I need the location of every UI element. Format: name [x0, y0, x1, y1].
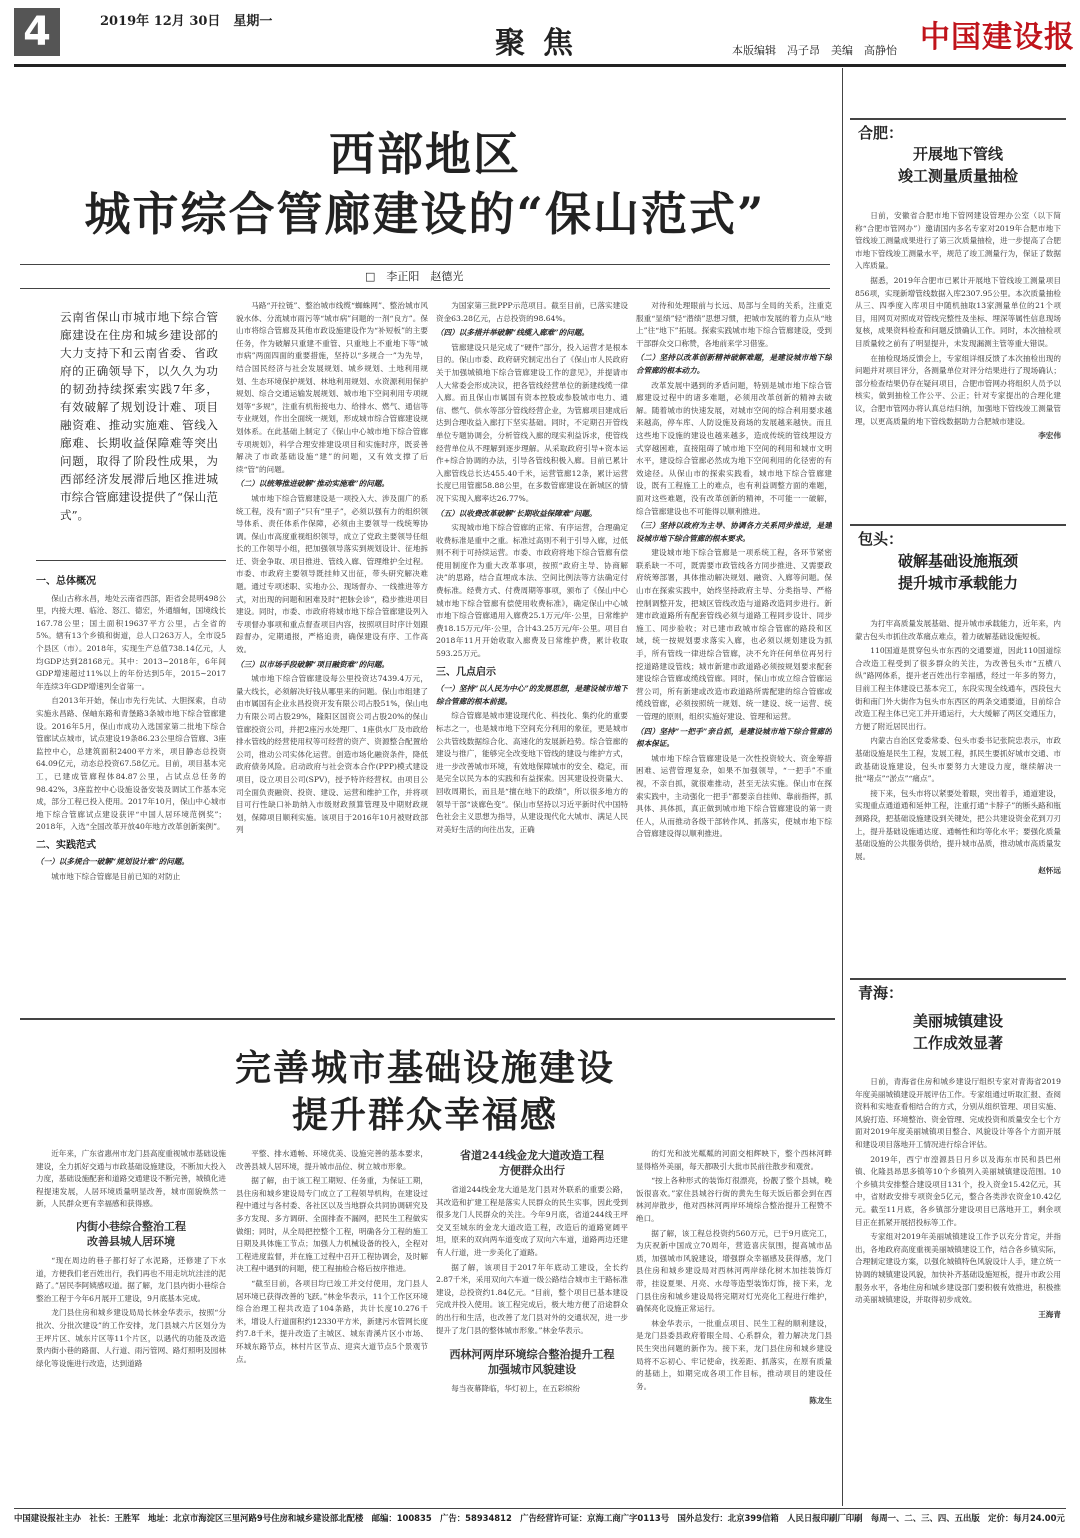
side3-para: 日前，青海省住房和城乡建设厅组织专家对青海省2019年度美丽城镇建设开展评估工作。专家组通过听取汇报、查阅资料和实地查看相结合的方式，分别从组织管理、项目实施、风貌打造、环境整治、资金管理、完成投资和质量安全七个方面对2019年度美丽城镇项目整合、风貌设计等各个方面开展和建设项目落地开工情况进行综合评估。: [855, 1077, 1061, 1149]
header-rule: [14, 64, 1066, 67]
article2-para: 的灯光和波光粼粼的河面交相辉映下，整个西林河畔显得格外美丽，每天都吸引大批市民前往散步和观赏。: [636, 1149, 832, 1171]
article-paragraph: 马路“开拉链”、整治城市线缆“蜘蛛网”、整治城市风貌水体、分流城市雨污等“城市病”问题的一剂“良方”。保山市将综合管廊及其他市政设施建设作为“补短板”的主要任务，作为破解只重建不重管、只重地上不重地下等“城市病”两面四面的重要措施，坚持以“多规合一”为先导，结合国民经济与社会发展规划、城乡规划、土地利用规划、生态环境保护规划、林地利用规划、水资源利用保护规划、综合交通运输发展规划、城市地下空间利用专项规划等“多规”，注重有机衔接电力、给排水、燃气、通信等专业规划，作出全面统一规划，形成城市综合管廊建设规划体系。在此基础上制定了《保山中心城市地下综合管廊专项规划》，科学合理安排建设项目和实施时序，既妥善解决了市政基础设施“建”的问题，又有效支撑了后续“管”的问题。: [236, 301, 428, 474]
side2-title-line1: 破解基础设施瓶颈: [897, 552, 1018, 570]
section-heading: 二、实践范式: [36, 839, 96, 851]
article-column-3: [436, 300, 628, 1010]
side3-para: 2019年，西宁市湟源县日月乡以及海东市民和县巴州镇、化隆县昂思多镇等10个乡镇列入美丽城镇建设范围。10个乡镇共安排整合建设项目131个，投入资金15.42亿元，其中，省财政安排专项资金5亿元，整合各类涉农资金10.42亿元。截至11月底，各乡镇部分建设项目已落地开工，剩余项目正在抓紧开展招投标等工作。: [855, 1154, 1061, 1227]
article2-para: 林金华表示，一批重点项目、民生工程的顺利建设，是龙门县委县政府着眼全局、心系群众，着力解决龙门县民生突出问题的新作为。接下来，龙门县住房和城乡建设局将不忘初心、牢记使命，找差距、抓落实，在原有质量的基础上，如期完成各项工作目标，推动项目的建设任务。: [636, 1318, 832, 1391]
article-column-2: [236, 300, 428, 1010]
article-column-1: [36, 570, 226, 1010]
section-heading: 三、几点启示: [436, 666, 496, 678]
box3-title-line2: 加强城市风貌建设: [488, 1363, 576, 1377]
article2-column-1: [36, 1148, 226, 1508]
subsection-heading: （一）以多规合一破解“规划设计难”的问题。: [36, 857, 190, 867]
issue-date: 2019年 12月 30日 星期一: [100, 14, 273, 29]
section-heading: 一、总体概况: [36, 576, 96, 587]
section-rule: [20, 1018, 835, 1020]
article-paragraph: 自2013年开始，保山市先行先试、大胆探索，自动实施永昌路、保岫东路和青堡路3条城市地下综合管廊建设。2016年5月，保山市成功入选国家第二批地下综合管廊试点城市，试点建设19条86.23公里综合管廊、3座监控中心，总建筑面积2400平方米，项目静态总投资64.09亿元，动态总投资67.58亿元。目前，项目基本完工，已建成管廊程体84.87公里，占试点总任务的98.42%，3座监控中心设施设备安装及调试工作基本完成，部分工程已投入使用。2017年10月，保山中心城市地下综合管廊试点建设获评“中国人居环境范例奖”；2018年，入选“全国改革开放40年地方改革创新案例”。: [36, 696, 226, 832]
newspaper-logo: 中国建设报: [920, 20, 1075, 55]
box2-title-line2: 方便群众出行: [499, 1164, 565, 1177]
article-lead: 云南省保山市城市地下综合管廊建设在住房和城乡建设部的大力支持下和云南省委、省政府的正确领导下，以久久为功的韧劲持续探索实践7年多，有效破解了规划设计难、项目融资难、推动实施难、管线入廊难、长期收益保障难等突出问题，取得了阶段性成果，为西部经济发展滞后地区推进城市综合管廊建设提供了“保山范式”。: [60, 310, 218, 522]
side2-title-line2: 提升城市承载能力: [897, 574, 1018, 592]
article-paragraph: 管廊建设只是完成了“硬件”部分，投入运营才是根本目的。保山市委、政府研究制定出台了《保山市人民政府关于加强城镇地下综合管廊建设工作的意见》，并提请市人大常委会形成决议，把各管线经营单位的新建线缆一律入廊。而且保山市属国有资本控股或参股城市电力、通信、燃气、供水等部分管线经营企业，为管廊项目建成后达到合理收益入廊打下坚实基础。同时，不定期召开管线单位专题协调会，分析管线入廊的现实利益诉求，使管线经营单位从不理解到逐步理解。从采取政府引导+资本运作+综合协调的办法，引导各管线积极入廊。目前已累计入廊管线总长达455.40千米，运营管廊12条，累计运营长度已用管廊58.88公里，在多数管廊建设在新城区的情况下实现入廊率达26.77%。: [436, 342, 628, 503]
article-paragraph: 城市地下综合管廊是目前已知的对防止: [51, 872, 181, 882]
side3-title-line1: 美丽城镇建设: [912, 1012, 1003, 1030]
subsection-heading: （四）以多措并举破解“线缆入廊难”的问题。: [436, 328, 590, 338]
article-paragraph: 改革发展中遇到的矛盾问题，特别是城市地下综合管廊建设过程中的诸多难题，必须用改革创新的精神去破解。随着城市的快速发展，对城市空间的综合利用要求越来越高，停车库、人防设施及商场的发展越来越快。而且这些地下设施的建设也越来越多，造成传统的管线埋设方式穿越困难，直接阻碍了城市地下空间的利用和城市文明水平，建设综合管廊必然成为地下空间利用的化径密的有效途径。从保山市的探索实践看，城市地下综合管廊建设，既有工程施工上的难点，也有利益调整方面的难题，面对这些难题，没有改革创新的精神，不可能一一破解，综合管廊建设也不可能得以顺利推进。: [636, 380, 832, 516]
side2-para: 110国道是贯穿包头市东西的交通要道，因此110国道综合改造工程受到了很多群众的关注，为改善包头市“五横八纵”路网体系，提升老百姓出行幸福感，经过一年多的努力，目前工程主体建设已基本完工，东段实现全线通车，西段包大街和南门外大街作为包头市东西区的两条交通要道，目前综合改造工程主体已完工并开通运行，大大缓解了两区交通压力，方便了附近居民出行。: [855, 646, 1061, 731]
article2-title-line1: 完善城市基础设施建设: [234, 1047, 615, 1089]
box1-title-line2: 改善县城人居环境: [87, 1234, 175, 1248]
article-paragraph: 实现城市地下综合管廊的正常、有序运营，合理确定收费标准是重中之重。标准过高则不利于引导入廊，过低则不利于可持续运营。市委、市政府将地下综合管廊有偿使用制度作为重大改革事项，按照“政府主导、协商解决”的思路，结合直埋成本法、空间比例法等方法确定付费标准。经费方式、付费周期等事项，颁布了《保山中心城市地下综合管廊有偿使用收费标准》，确定保山中心城市地下综合管廊通用入廊费25.1万元/年·公里，日常维护费18.15万元/年·公里，合计43.25万元/年·公里。项目自2018年11月开始收取入廊费及日常维护费，累计收取593.25万元。: [436, 523, 628, 659]
article2-title-line2: 提升群众幸福感: [291, 1094, 558, 1136]
side1-para: 日前，安徽省合肥市地下管网建设管理办公室（以下简称“合肥市管网办”）邀请国内多名专家对2019年合肥市地下管线竣工测量成果进行了第三次质量抽检，进一步提高了合肥市地下管线竣工测量水平，规范了竣工测量行为，保证了数据入库质量。: [855, 211, 1061, 271]
footer-rule: [14, 1508, 1066, 1509]
article2-para: 省道244线金龙大道是龙门县对外联系的重要公路，其改造和扩建工程是落实人民群众的民生实事，因此受到很多龙门人民群众的关注。今年9月底，省道244线王坪交叉至城东的金龙大道改造工程，改造后的道路宽阔平坦，原来的双向两车道变成了双向六车道，道路两边还建有人行道，进一步美化了道路。: [436, 1185, 628, 1257]
article-paragraph: 对待和处理眼前与长远、局部与全局的关系，注重克服重“显绩”轻“潜绩”思想习惯，把城市发展的着力点从“地上”往“地下”拓展。探索实践城市地下综合管廊建设，受到干部群众交口称赞，各地前来学习借鉴。: [636, 301, 832, 348]
page-number: 4: [14, 8, 60, 56]
article-paragraph: 为国家第三批PPP示范项目。截至目前，已落实建设资金63.28亿元，占总投资的98.64%。: [436, 301, 628, 323]
article2-intro: 近年来，广东省惠州市龙门县高度重视城市基础设施建设，全力抓好交通与市政基础设施建设，不断加大投入力度，基础设施配套和道路交通建设不断完善，城镇化进程提速发展，人居环境质量明显改善，城市面貌焕然一新，人民群众更有幸福感和获得感。: [36, 1149, 226, 1209]
side1-rule: [850, 118, 1066, 120]
subsection-heading: （三）以市场手段破解“项目融资难”的问题。: [236, 659, 390, 669]
side2-rule: [850, 524, 1066, 526]
side1-para: 在抽检现场反馈会上，专家组详细反馈了本次抽检出现的问题并对项目评分，各测量单位对评分结果进行了现场确认；部分检查结果仍存在疑问项目，合肥市管网办将组织人员予以核实，做到抽检工作公平、公正；针对专家提出的合理化建议，合肥市管网办将认真总结归纳，加强地下管线竣工测量管理，以更高质量的地下管线数据助力合肥城市建设。: [855, 353, 1061, 426]
side3-rule: [850, 978, 1066, 980]
side2-body: [855, 618, 1061, 918]
article-paragraph: 城市地下综合管廊建设是一项投入大、涉及面广的系统工程，没有“面子”只有“里子”，必须以强有力的组织领导体系、责任体系作保障，必须由主要领导一线统筹协调。保山市高度重视组织领导，成立了党政主要领导任组长的工作领导小组，把加强领导落实到规划设计、征地拆迁、资金争取、项目推进、管线入廊、管理维护全过程。市委、市政府主要领导既挂帅又出征，带头研究解决难题。通过专项述职、实地办公、现场督办、一线推进等方式，对出现的问题和困难及时“把脉会诊”，稳步推进项目建设。同时，市委、市政府将城市地下综合管廊建设列入专项督办事项和重点督查项目内容，按照项目时序计划跟踪督办，定期通报，严格追责，确保建设有序、工作高效。: [236, 493, 428, 655]
subsection-heading: （二）坚持以改革创新精神破解难题，是建设城市地下综合管廊的根本动力。: [636, 353, 832, 375]
article2-column-3: [436, 1148, 628, 1508]
article-paragraph: 综合管廊是城市建设现代化、科技化、集约化的重要标志之一，也是城市地下空间充分利用的象征，更是城市公共管线数据综合化、高速化的发展新趋势。综合管廊的建设与推广，能够完全改变地下管线的建设与维护方式，进一步改善城市环境，有效地保障城市的安全、稳定，而是完全以民为本的实践和有益探索。因其建设投资量大、回收周期长，而且是“擅在地下的政绩”，所以很多地方的领导干部“谈廊色变”。保山市坚持以习近平新时代中国特色社会主义思想为指导，从建设现代化大城市、满足人民对美好生活的向往出发，正确: [436, 711, 628, 834]
section-title: 聚焦: [495, 26, 591, 61]
box3-title-line1: 西林河两岸环境综合整治提升工程: [449, 1348, 615, 1362]
article2-para: “截至目前，各项目均已竣工并交付使用，龙门县人居环境已获得改善的飞跃。”林金华表示，11个工作区环境综合治理工程共改造了104条路，共计长度10.276千米，增设人行道面积约12330平方米，新建污水管网长度约7.8千米，提升改造了主城区、城东青溪片区小市场、环城东路节点，林村片区节点、迎宾大道节点5个景观节点。: [236, 1278, 428, 1364]
side1-author: 李宏伟: [1038, 431, 1061, 441]
side3-region-tag: 青海：: [858, 984, 904, 1002]
article2-para: 龙门县住房和城乡建设局局长林金华表示，按照“分批次、分批次建设”的工作安排，龙门县城六片区划分为王坪片区、城东片区等11个片区，以遇代的功能及改造景内街小巷的路面、人行道、雨污管网、路灯照明及园林绿化等设施进行改造，达到道路: [36, 1308, 226, 1368]
side2-author: 赵怀远: [1038, 866, 1061, 876]
side2-para: 为打牢高质量发展基础、提升城市承载能力，近年来，内蒙古包头市抓住改革痛点难点，着力破解基础设施短板。: [855, 619, 1061, 641]
article-title-line1: 西部地区: [329, 127, 521, 181]
side2-para: 内蒙古自治区党委常委、包头市委书记张院忠表示，市政基础设施是民生工程，发展工程，抓民生要抓好城市交通、市政基础设施建设，包头市要努力大建设力度，继续解决一批“堵点”“淤点”“痛点”。: [855, 736, 1061, 784]
box1-title-line1: 内街小巷综合整治工程: [76, 1219, 186, 1233]
article2-para: “按上各种形式的装饰灯很漂亮，扮靓了整个县城，晚饭很喜欢。”家住县城谷行街的黄先生每天饭后都会到在西林河岸散步，他对西林河两岸环境综合整治提升工程赞不绝口。: [636, 1176, 832, 1223]
side2-region-tag: 包头：: [858, 530, 904, 548]
article-paragraph: 城市地下综合管廊建设是一次性投资较大、资金筹措困难、运营管理复杂，如果不加强领导，“一把手”不重视，不亲自抓，就很难推动，甚至无法实施。保山市在探索实践中，主动强化一把手”都要亲自挂帅、靠前指挥，抓具体、具体抓，真正做到城市地下综合管廊建设的第一责任人，从而推动各级干部转作风、抓落实，使城市地下综合管廊建设得以顺利推进。: [636, 753, 832, 839]
article-paragraph: 城市地下综合管廊建设每公里投资达7439.4万元，量大线长，必须解决好钱从哪里来的问题。保山市组建了由市属国有企业永昌投资开发有限公司占股51%，保山电力有限公司占股29%，隆阳区国资公司占股20%的保山管廊投资公司，并把2座污水处理厂、1座供水厂及市政给排水管线的经营使用权等可经营的资产、资源整合配置给公司，推动公司实体化运营。创造市场化融资条件，降低政府债务风险。启动政府与社会资本合作(PPP)模式建设项目，设立项目公司(SPV)，授予特许经营权。由项目公司全面负责融资、投资、建设、运营和维护工作，并将项目可行性缺口补助纳入市级财政预算管理及中期财政规划，保障项目顺利实施。该项目于2016年10月被财政部列: [236, 674, 428, 835]
subsection-heading: （三）坚持以政府为主导、协调各方关系同步推进，是建设城市地下综合管廊的根本要求。: [636, 521, 832, 543]
byline-rule: [20, 288, 830, 289]
article2-para: 每当夜幕降临，华灯初上，在五彩缤纷: [451, 1384, 581, 1394]
article2-para: 据了解，该工程总投资约560万元，已于9月底完工，为庆祝新中国成立70周年，营造喜庆氛围，提高城市品质，加强城市风貌建设，增强群众幸福感及获得感，龙门县住房和城乡建设局对西林河两岸绿化树木加挂装饰灯带，挂设夏果、月亮、水母等造型装饰灯饰，接下来，龙门县住房和城乡建设局将完期对灯光亮化工程进行维护，确保亮化设施正常运行。: [636, 1228, 832, 1314]
side1-para: 据悉，2019年合肥市已累计开展地下管线竣工测量项目856项，实现新增管线数据入库2307.95公里。本次质量抽检从三、四季度入库项目中随机抽取13家测量单位的21个项目，用网页对照成对管线完整性及坐标、埋深等属性信息现场复核，成果资料检查和问题反馈确认工作。同时，本次抽检项目质量较之前有了明显提升，未发现漏测主管等重大错误。: [855, 275, 1061, 348]
column-divider: [842, 68, 843, 1506]
article2-para: 平整、排水通畅、环境优美、设施完善的基本要求，改善县城人居环境，提升城市品位、树立城市形象。: [236, 1149, 428, 1171]
side3-title-line2: 工作成效显著: [912, 1034, 1003, 1052]
article2-column-4: [636, 1148, 832, 1508]
editors-credit: 本版编辑 冯子昂 美编 高静怡: [732, 44, 897, 57]
title-rule: [20, 264, 830, 265]
side3-author: 王海青: [1038, 1309, 1061, 1319]
subsection-heading: （五）以收费改革破解“长期收益保障难”问题。: [436, 508, 597, 518]
side1-title-line1: 开展地下管线: [912, 145, 1003, 163]
side3-body: [855, 1076, 1061, 1496]
article-column-4: [636, 300, 832, 1010]
article2-para: 据了解，该项目于2017年年底动工建设，全长约2.87千米，采用双向六车道一级公路结合城市主干路标准建设，总投资约1.84亿元。“目前，整个项目已基本建设完成并投入使用。该工程完成后，极大地方便了沿途群众的出行和生活，也改善了龙门县对外的交通状况，进一步提升了龙门县的整体城市形象。”林金华表示。: [436, 1262, 628, 1335]
article2-column-2: [236, 1148, 428, 1508]
box2-title-line1: 省道244线金龙大道改造工程: [460, 1149, 604, 1162]
subsection-heading: （四）坚持“一把手”亲自抓，是建设城市地下综合管廊的根本保证。: [636, 726, 832, 749]
subsection-heading: （一）坚持“以人民为中心”的发展思想，是建设城市地下综合管廊的根本前提。: [436, 684, 628, 706]
imprint-footer: 中国建设报社主办 社长：王胜军 地址：北京市海淀区三里河路9号住房和城乡建设部北配楼 邮编：100835 广告：58934812 广告经营许可证：京海工商广字0113号 国外总发行：北京399信箱 人民日报印刷厂印刷 每周一、二、三、四、五出版 定价：每月24.00元: [14, 1513, 1065, 1523]
article-paragraph: 建设城市地下综合管廊是一项系统工程，各环节紧密联系缺一不可，既需要市政管线各方同步推进、又需要政府统筹部署，具体推动解决规划、融资、入廊等问题。保山市在探索实践中，始终坚持政府主导、分类指导、严格控制调整开发，把城区管线改造与道路改造同步进行。新建市政道路所有配套管线必须与道路工程同步设计、同步施工、同步验收；对已建市政城市综合管廊的路段和区域，统一按规划要求落实入廊，也必须以规划建设为抓手，所有管线一律进综合管廊，决不允许任何单位再另行挖道路建设管线；城市新建市政道路必须按规划要求配套建设综合管廊或缆线管廊。同时，保山市成立综合管廊运营公司，所有新建或改造市政道路所需配建的综合管廊或缆线管廊，必须按照统一规划、统一建设、统一运营、统一管理的原则，组织实施好建设、管理和运营。: [636, 548, 832, 721]
side3-para: 专家组对2019年美丽城镇建设工作予以充分肯定，并指出，各地政府高度重视美丽城镇建设工作，结合各乡镇实际，合理制定建设方案，以强化城镇特色风貌设计人手，建立统一协调的城镇建设风貌，加快补齐基础设施短板，提升市政公用服务水平，各地住房和城乡建设部门要积极有效推进，积极推动美丽城镇建设，并取得初步成效。: [855, 1232, 1061, 1305]
side1-body: [855, 210, 1061, 510]
subsection-heading: （二）以统筹推进破解“推动实施难”的问题。: [236, 479, 390, 489]
article2-author: 陈龙生: [809, 1396, 832, 1406]
article2-para: “现在周边的巷子都打好了水泥路，还修建了下水道，方便我们老百姓出行，我们再也不用走坑坑洼洼的泥路了。”居民李阿姨感叹道。据了解，龙门县内街小巷综合整治工程于今年6月展开工建设，9月底基本完成。: [36, 1255, 226, 1303]
side1-region-tag: 合肥：: [858, 124, 904, 142]
article-paragraph: 保山古称永昌，地处云南省西部，距省会昆明498公里，内接大理、临沧、怒江、德宏，外通缅甸，国境线长167.78公里；国土面积19637平方公里，占全省的5%。辖有13个乡镇和街道，总人口263万人，全市设5个县区（市）。2018年，实现生产总值738.14亿元，人均GDP达到28168元。其中：2013~2018年，6年间GDP增速超过11%以上的年份达到5年，2015~2017年连续3年GDP增速列全省第一。: [36, 593, 226, 691]
side1-title-line2: 竣工测量质量抽检: [897, 167, 1018, 185]
lead-rule: [36, 560, 226, 561]
article2-para: 据了解，由于该工程工期短、任务重，为保证工期，县住房和城乡建设局专门成立了工程领导机构，在建设过程中通过与各村委、各社区以及当地群众共同协调研究及多方发现、多方调研、全面排查不漏网，把民生工程做实做细；同时，从全局把控整个工程，明确各分工程的施工日期及具体施工节点；加强人力机械设备的投入，全程对工程进度监督，并在施工过程中召开工程协调会，及时解决工程中遇到的问题，使工程抽检合格后按序推进。: [236, 1176, 428, 1274]
side2-para: 接下来，包头市将以紧要处着眼，突出着手，通道建设，实现重点通道通和延伸工程，注重打通“卡脖子”的断头路和瓶颈路段，把基础设施建设到关键处，把公共建设资金花到刀刃上，提升基础设施通达度、通畅性和均等化水平；要强化质量基础设施的公共服务供给，提升城市品质，推动城市高质量发展。: [855, 788, 1061, 861]
article-byline: □ 李正阳 赵德光: [365, 270, 464, 283]
article-title-line2: 城市综合管廊建设的“保山范式”: [84, 187, 766, 241]
